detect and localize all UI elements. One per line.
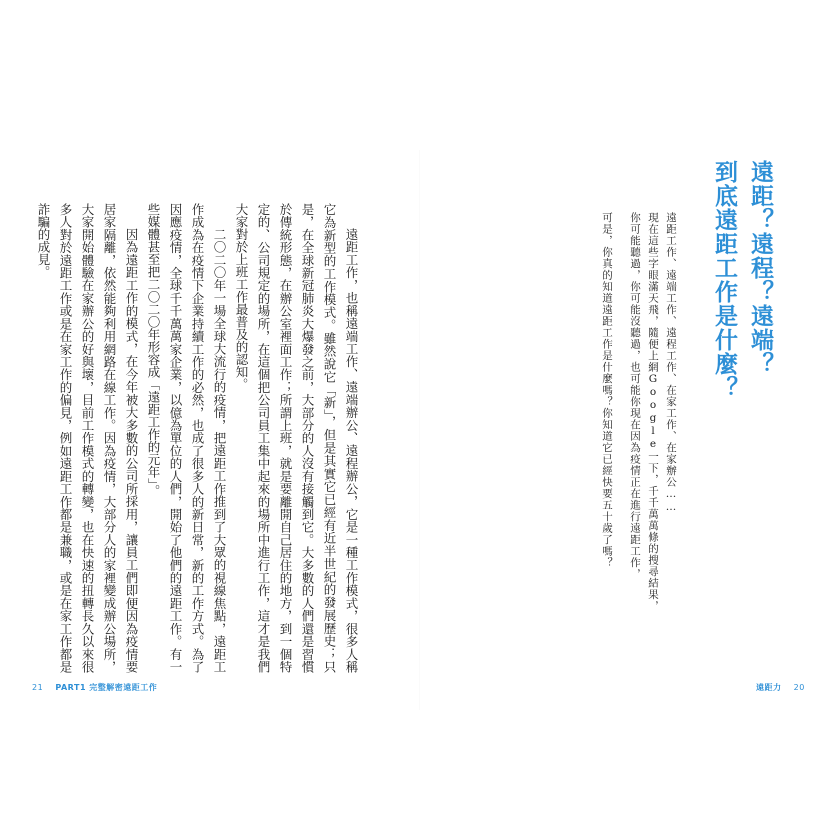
body-paragraph: 遠距工作，也稱遠端工作、遠端辦公、遠程辦公，它是一種工作模式，很多人稱它為新型的工作模式。雖然說它「新」，但是其實它已經有近半世紀的發展歷史；只是，在全球新冠肺炎大爆發之前，大部分的人沒有接觸到它。大多數的人們還是習慣於傳統形態，在辦公室裡面工作；所謂上班，就是要離開自己居住的地方，到一個特定的、公司規定的場所，在這個把公司員工集中起來的場所中進行工作，這才是我們大家對於上班工作最普及的認知。 [234, 203, 359, 673]
intro-line: 現在這些字眼滿天飛，隨便上網Google一下，千千萬萬條的搜尋結果， [647, 212, 659, 612]
page-gutter [419, 150, 420, 710]
part-label: PART1 完整解密遠距工作 [55, 683, 158, 692]
chapter-intro [588, 212, 680, 652]
intro-line: 可是，你真的知道遠距工作是什麼嗎？你知道它已經快要五十歲了嗎？ [601, 212, 613, 569]
chapter-title-line: 遠距？遠程？遠端？ [747, 160, 774, 376]
chapter-title-line: 到底遠距工作是什麼？ [711, 160, 738, 400]
body-paragraph: 二〇二〇年一場全球大流行的疫情，把遠距工作推到了大眾的視線焦點，遠距工作成為在疫情下企業持續工作的必然，也成了很多人的新日常，新的工作方式。為了因應疫情，全球千千萬萬家企業，以億為單位的人們，開始了他們的遠距工作。有一些媒體甚至把二〇二〇年形容成「遠距工作的元年」。 [146, 203, 227, 673]
left-page-number: 21 [32, 683, 44, 692]
chapter-title [706, 160, 778, 600]
intro-line: 你可能聽過，你可能沒聽過，也可能你現在因為疫情正在進行遠距工作， [629, 212, 641, 580]
running-head: 遠距力 [756, 683, 782, 692]
left-folio [32, 682, 157, 693]
body-text [32, 203, 362, 673]
body-paragraph: 因為遠距工作的模式，在今年被大多數的公司所採用，讓員工們即便因為疫情要居家隔離，依然能夠利用網路在線工作。因為疫情，大部分人的家裡變成辦公場所，大家開始體驗在家辦公的好與壞，目前工作模式的轉變，也在快速的扭轉長久以來很多人對於遠距工作或是在家工作的偏見，例如遠距工作都是兼職，或是在家工作都是詐騙的成見。 [36, 203, 139, 673]
intro-line: 遠距工作、遠端工作、遠程工作、在家工作、在家辦公…… [665, 212, 677, 514]
right-page-number: 20 [793, 683, 805, 692]
right-folio [756, 682, 805, 693]
